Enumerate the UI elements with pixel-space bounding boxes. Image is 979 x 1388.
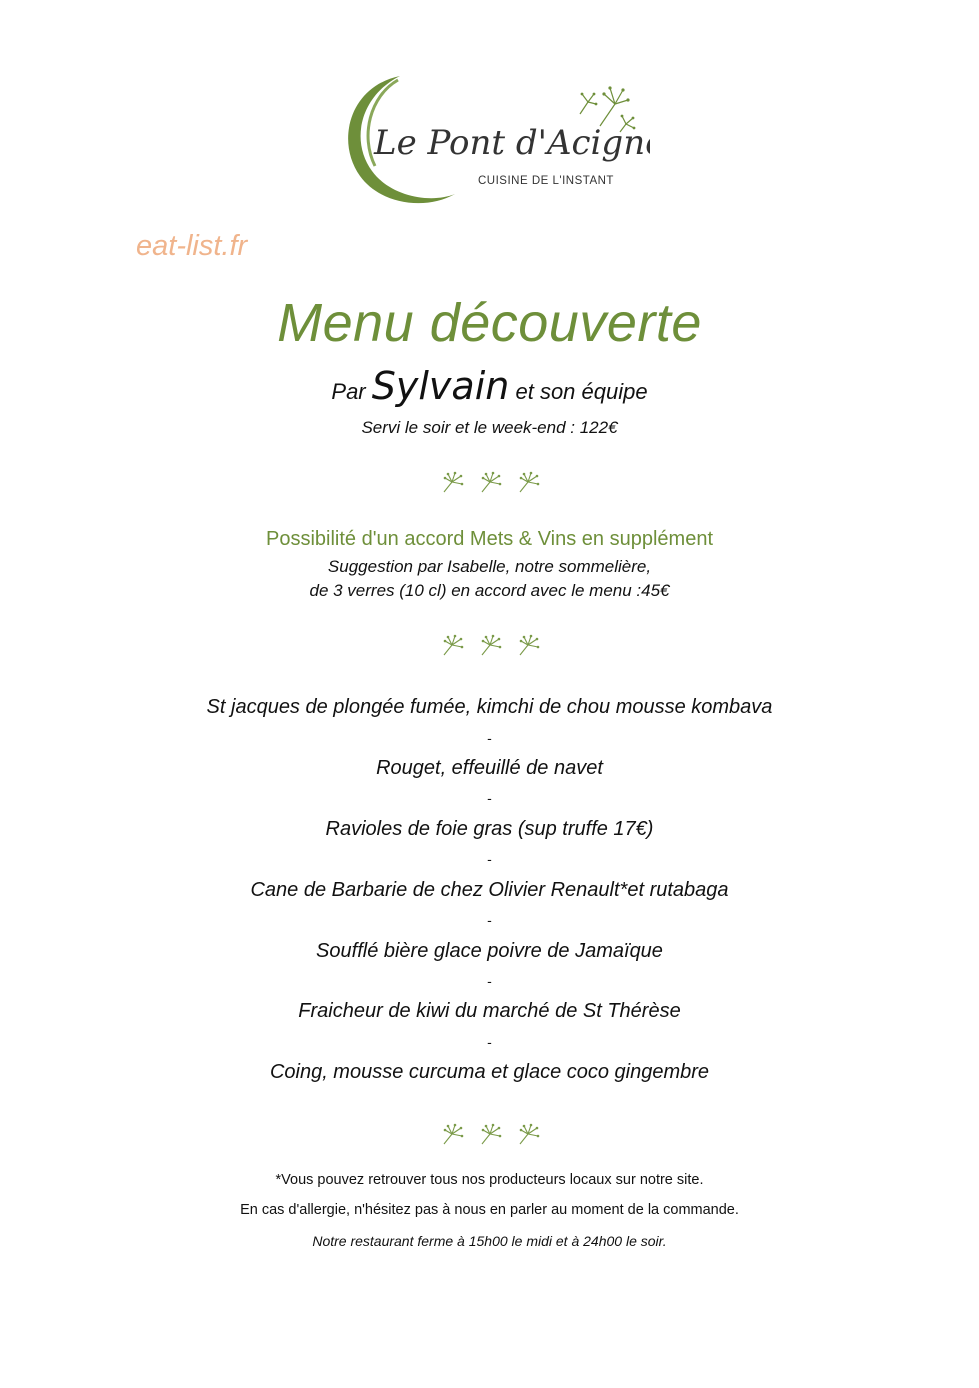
course-list bbox=[0, 692, 979, 1088]
sprig-divider bbox=[0, 470, 979, 496]
menu-title: Menu découverte bbox=[277, 293, 702, 353]
subtitle-suffix: et son équipe bbox=[515, 379, 648, 404]
dandelion-sprig-icon bbox=[514, 633, 542, 659]
producers-note: *Vous pouvez retrouver tous nos producteurs locaux sur notre site. bbox=[275, 1172, 704, 1188]
course-separator: - bbox=[487, 1034, 492, 1051]
course-separator: - bbox=[487, 973, 492, 990]
dandelion-sprig-icon bbox=[438, 470, 466, 496]
dandelion-sprig-icon bbox=[476, 633, 504, 659]
dandelion-sprig-icon bbox=[476, 1122, 504, 1148]
course-item: Fraicheur de kiwi du marché de St Thérèse bbox=[298, 1000, 681, 1023]
sprig-divider bbox=[0, 1122, 979, 1148]
dandelion-sprig-icon bbox=[476, 470, 504, 496]
subtitle-prefix: Par bbox=[331, 379, 366, 404]
course-separator: - bbox=[487, 851, 492, 868]
wine-pairing-price: de 3 verres (10 cl) en accord avec le menu :45€ bbox=[309, 581, 670, 600]
dandelion-sprig-icon bbox=[438, 633, 466, 659]
course-separator: - bbox=[487, 790, 492, 807]
allergy-note: En cas d'allergie, n'hésitez pas à nous en parler au moment de la commande. bbox=[240, 1202, 739, 1218]
restaurant-logo bbox=[330, 66, 650, 216]
menu-subtitle bbox=[0, 364, 979, 408]
svg-text:Le Pont d'Acigné: Le Pont d'Acigné bbox=[374, 123, 650, 163]
course-separator: - bbox=[487, 729, 492, 746]
opening-hours-note: Notre restaurant ferme à 15h00 le midi et à 24h00 le soir. bbox=[312, 1233, 667, 1249]
dandelion-sprig-icon bbox=[514, 1122, 542, 1148]
course-item: Ravioles de foie gras (sup truffe 17€) bbox=[325, 817, 654, 840]
course-item: St jacques de plongée fumée, kimchi de chou mousse kombava bbox=[206, 696, 773, 718]
course-item: Rouget, effeuillé de navet bbox=[376, 756, 603, 779]
svg-text:CUISINE DE L'INSTANT: CUISINE DE L'INSTANT bbox=[478, 175, 614, 187]
course-separator: - bbox=[487, 912, 492, 929]
dandelion-sprig-icon bbox=[438, 1122, 466, 1148]
sprig-divider bbox=[0, 633, 979, 659]
course-item: Cane de Barbarie de chez Olivier Renault*et rutabaga bbox=[250, 878, 729, 901]
dandelion-sprig-icon bbox=[514, 470, 542, 496]
chef-name: Sylvain bbox=[371, 364, 510, 408]
watermark-text: eat-list.fr bbox=[136, 230, 248, 262]
wine-pairing-line: Suggestion par Isabelle, notre sommelière, bbox=[327, 557, 652, 576]
service-price: Servi le soir et le week-end : 122€ bbox=[361, 418, 618, 437]
course-item: Soufflé bière glace poivre de Jamaïque bbox=[316, 939, 663, 962]
wine-pairing-title: Possibilité d'un accord Mets & Vins en supplément bbox=[265, 528, 714, 550]
course-item: Coing, mousse curcuma et glace coco gingembre bbox=[269, 1061, 710, 1084]
